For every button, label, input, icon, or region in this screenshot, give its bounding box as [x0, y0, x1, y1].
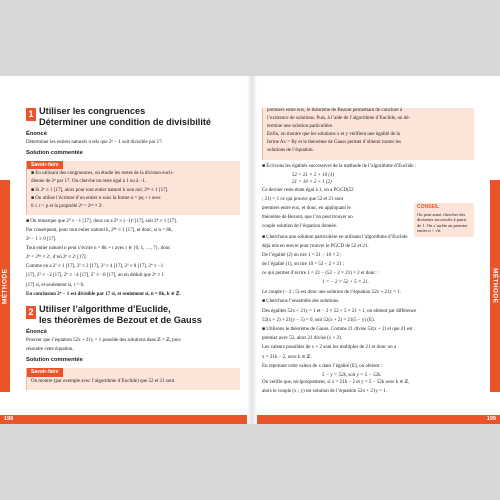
- method2-enonce-line: Prouver que l’équation 52x + 21y = 1 possède des solutions dans ℤ × ℤ, puis: [26, 337, 181, 343]
- method1-solution-line: [17], 2⁵ ≡ −2 [17], 2⁶ ≡ −4 [17], 2⁷ ≡ −8 [17], on en déduit que 2ⁿ ≡ 1: [26, 273, 165, 279]
- method2-title-line1: Utiliser l’algorithme d’Euclide,: [39, 304, 171, 315]
- method1-title: [39, 106, 211, 127]
- method1-solution-line: 2ⁿ = 2⁸ᵏ × 2ʳ, d’où 2ⁿ ≡ 2ʳ [17].: [26, 255, 87, 261]
- savoir-cont-line: forme Ax = By et le théorème de Gauss permet d’obtenir toutes les: [267, 140, 401, 146]
- method1-savoir-faire-tag: Savoir-faire: [27, 161, 63, 170]
- left-page-number: 198: [4, 416, 14, 422]
- solution-line: Ce dernier reste étant égal à 1, on a PGCD(52: [262, 187, 354, 193]
- method2-header: [26, 304, 240, 325]
- method1-number: 1: [26, 108, 36, 121]
- method2-savoir-faire-tag: Savoir-faire: [27, 368, 63, 377]
- solution-line: ce qui permet d’écrire 1 = 21 − (52 − 2 × 21) × 2 et donc :: [262, 271, 379, 277]
- method2-title-line2: les théorèmes de Bezout et de Gauss: [39, 314, 202, 325]
- euclid-equation-2: 21 = 10 × 2 + 1 (2): [292, 180, 332, 186]
- left-page: [26, 106, 240, 394]
- solution-line: Le couple (− 2 ; 5) est donc une solution de l’équation 52x + 21y = 1.: [262, 289, 402, 295]
- savoir-cont-line: Enfin, on montre que les solutions x et y vérifient une égalité de la: [267, 132, 401, 138]
- method1-solution-line: Tout entier naturel n peut s’écrire n = 8k + r avec r ∈ {0, 1, …, 7}, donc: [26, 246, 171, 252]
- method1-title-line1: Utiliser les congruences: [39, 106, 146, 116]
- method1-solution-line: 2ⁿ − 1 ≡ 0 [17].: [26, 237, 57, 243]
- solution-line: théorème de Bezout, que l’on peut trouver un: [262, 215, 353, 221]
- right-footer-bar: [257, 415, 500, 424]
- solution-line: x = 21k − 2, avec k ∈ ℤ.: [262, 354, 312, 360]
- method2-savoir-faire-box: [26, 368, 240, 390]
- solution-line: En reportant cette valeur de x dans l’égalité (E), on obtient :: [262, 363, 382, 369]
- method2-number: 2: [26, 306, 36, 319]
- method1-enonce-label: Énoncé: [26, 131, 47, 137]
- solution-line: On vérifie que, réciproquement, si x = 21k − 2 et y = 5 − 52k avec k ∈ ℤ,: [262, 380, 410, 386]
- method1-title-line2: Déterminer une condition de divisibilité: [39, 116, 212, 127]
- solution-line: 52(x + 2) + 21(y − 5) = 0, soit 52(x + 2) = 21(5 − y) (E).: [262, 317, 375, 323]
- method2-title: [39, 304, 202, 325]
- method1-savoir-line: ■ En utilisant des congruences, on étudie les restes de la division eucli-: [31, 171, 174, 177]
- left-side-tab-label: MÉTHODE: [1, 268, 9, 304]
- method1-savoir-line: dienne de 2ⁿ par 17. On cherche un reste égal à 1 ou à −1.: [31, 179, 147, 185]
- method1-conclusion: En conclusion 2ⁿ − 1 est divisible par 17 si, et seulement si, n = 8k, k ∈ ℤ.: [26, 291, 181, 297]
- right-side-tab: [490, 180, 500, 392]
- method2-savoir-faire-continued: [262, 108, 474, 160]
- method1-solution-line: ■ On remarque que 2⁴ ≡ −1 [17], donc on a 2⁸ ≡ (−1)² [17], soit 2⁸ ≡ 1 [17].: [26, 218, 178, 224]
- method1-solution-line: Comme on a 2¹ ≡ 1 [17], 2¹ ≡ 2 [17], 2² ≡ 4 [17], 2³ ≡ 8 [17], 2⁴ ≡ −1: [26, 264, 164, 270]
- bezout-equation: 1 = − 2 × 52 + 5 × 21.: [322, 280, 369, 286]
- solution-line: premiers entre eux, et donc, en appliquant le: [262, 206, 351, 212]
- conseil-box: [414, 203, 474, 237]
- solution-line: ■ Écrivons les égalités successives de la méthode de l’algorithme d’Euclide :: [262, 163, 417, 169]
- solution-line: couple solution de l’équation donnée.: [262, 224, 338, 230]
- solution-line: alors le couple (x ; y) est solution de l’équation 52x + 21y = 1.: [262, 389, 387, 395]
- method1-enonce-text: Déterminer les entiers naturels n tels que 2ⁿ − 1 soit divisible par 17.: [26, 139, 163, 145]
- method1-header: [26, 106, 240, 127]
- right-page: [262, 108, 474, 399]
- conseil-title: CONSEIL: [417, 204, 440, 210]
- solution-line: ■ Utilisons le théorème de Gauss. Comme 21 divise 52(x + 2) et que 21 est: [262, 327, 413, 333]
- method2-enonce-line: résoudre cette équation.: [26, 346, 74, 352]
- euclid-equation-1: 52 = 21 × 2 + 10 (1): [292, 172, 335, 178]
- book-gutter: [247, 76, 257, 424]
- conseil-line: entier n < √n̄.: [417, 228, 442, 234]
- solution-line: premier avec 52, alors 21 divise (x + 2).: [262, 336, 343, 342]
- right-side-tab-label: MÉTHODE: [491, 268, 499, 304]
- gauss-equation: 5 − y = 52k, soit y = 5 − 52k.: [322, 372, 382, 378]
- method2-solution-label: Solution commentée: [26, 357, 84, 364]
- method1-savoir-line: 0 ≤ r < p et la propriété 2ⁿ = 2ᵖᵠ × 2ʳ.: [31, 203, 104, 209]
- method1-solution-line: [17] si, et seulement si, r = 0.: [26, 282, 85, 288]
- solution-line: de l’égalité (1), on tire 10 = 52 − 2 × 21 ;: [262, 262, 345, 268]
- solution-line: Les valeurs possibles de x + 2 sont les multiples de 21 et donc on a: [262, 345, 397, 351]
- method1-savoir-line: ■ On utilise l’écriture d’un entier n sous la forme n = pq + r avec: [31, 195, 161, 201]
- conseil-line: diviseurs successifs à partir: [417, 217, 467, 223]
- conseil-line: On peut aussi chercher des: [417, 211, 466, 217]
- solution-line: ■ Cherchons l’ensemble des solutions.: [262, 299, 340, 305]
- method1-savoir-faire-box: [26, 161, 240, 215]
- method2-enonce-label: Énoncé: [26, 329, 47, 336]
- method1-savoir-line: ■ Si 2ᵖ ≡ 1 [17], alors pour tout entier naturel k non nul, 2ᵏᵖ ≡ 1 [17].: [31, 187, 169, 193]
- method2-savoir-line: On montre (par exemple avec l’algorithme d’Euclide) que 52 et 21 sont: [31, 378, 175, 384]
- solution-line: De l’égalité (2) on tire 1 = 21 − 10 × 2 ;: [262, 253, 342, 258]
- method1-solution-line: Par conséquent, pour tout entier naturel k, 2⁸ᵏ ≡ 1 [17], et donc, si n = 8k,: [26, 227, 173, 233]
- left-footer-bar: [0, 415, 247, 424]
- savoir-cont-line: solutions de l’équation.: [267, 148, 314, 154]
- solution-line: ■ Cherchons une solution particulière en utilisant l’algorithme d’Euclide: [262, 234, 408, 240]
- savoir-cont-line: premiers entre eux, le théorème de Bezout permettant de conclure à: [267, 108, 403, 113]
- right-page-number: 199: [486, 416, 496, 422]
- solution-line: déjà mis en œuvre pour trouver le PGCD de 52 et 21.: [262, 243, 369, 249]
- book-spread: [0, 76, 500, 424]
- method1-solution-label: Solution commentée: [26, 150, 84, 157]
- savoir-cont-line: l’existence de solutions. Puis, à l’aide de l’algorithme d’Euclide, on dé-: [267, 116, 411, 122]
- conseil-line: de 1. On s’arrête au premier: [417, 222, 468, 228]
- solution-line: Des égalités 52x + 21y = 1 et − 2 × 52 + 5 × 21 = 1, on obtient par différence: [262, 308, 417, 314]
- savoir-cont-line: termine une solution particulière.: [267, 124, 334, 130]
- solution-line: ; 21) = 1 ce qui prouve que 52 et 21 sont: [262, 196, 343, 202]
- left-side-tab: [0, 180, 10, 392]
